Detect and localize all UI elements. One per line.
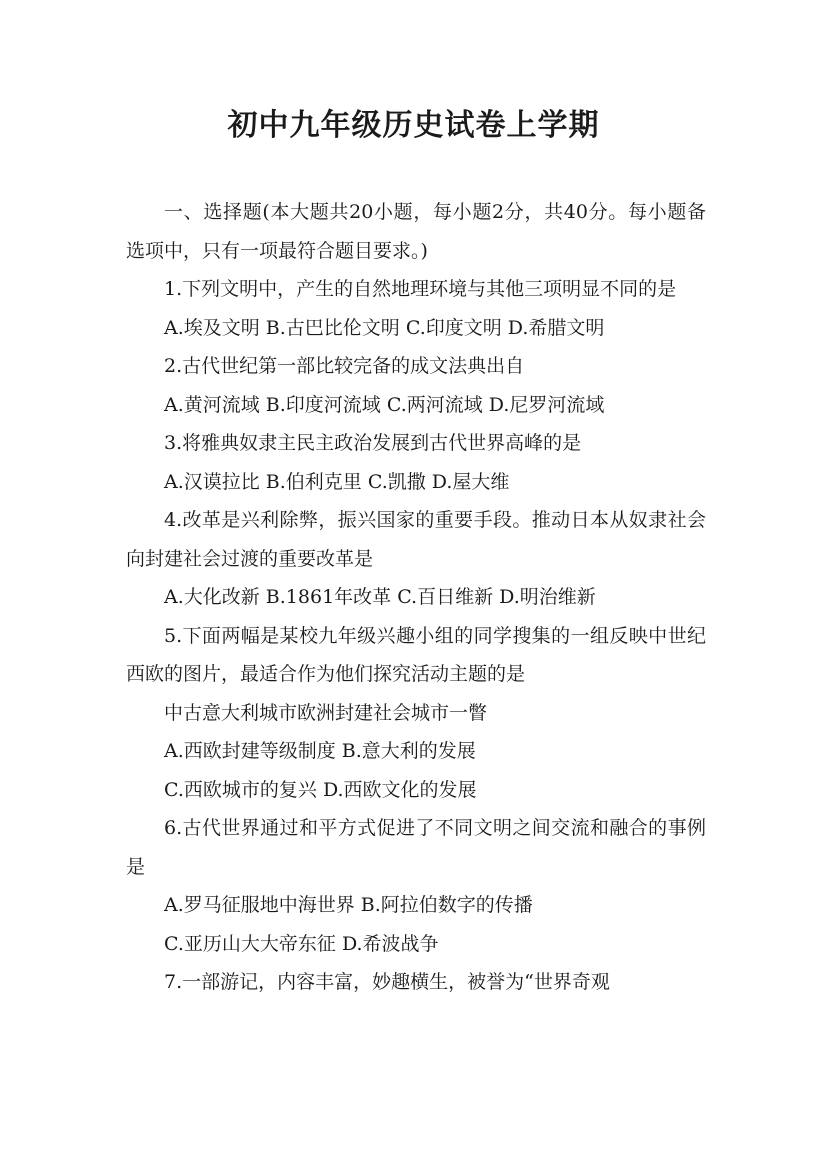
question-5-options-cd: C.西欧城市的复兴 D.西欧文化的发展 (164, 778, 477, 801)
document-title: 初中九年级历史试卷上学期 (227, 108, 600, 143)
question-6-stem: 6.古代世界通过和平方式促进了不同文明之间交流和融合的事例是 (126, 817, 706, 878)
question-1-stem: 1.下列文明中，产生的自然地理环境与其他三项明显不同的是 (164, 278, 677, 300)
question-5-stem: 5.下面两幅是某校九年级兴趣小组的同学搜集的一组反映中世纪西欧的图片，最适合作为他们探究活动主题的是 (126, 624, 706, 685)
question-6-options-ab: A.罗马征服地中海世界 B.阿拉伯数字的传播 (164, 894, 533, 916)
question-5-options-ab: A.西欧封建等级制度 B.意大利的发展 (164, 740, 476, 762)
question-2-stem: 2.古代世纪第一部比较完备的成文法典出自 (164, 355, 525, 377)
question-2-options: A.黄河流域 B.印度河流域 C.两河流域 D.尼罗河流域 (164, 393, 605, 416)
question-3-stem: 3.将雅典奴隶主民主政治发展到古代世界高峰的是 (164, 432, 582, 454)
question-4-options: A.大化改新 B.1861年改革 C.百日维新 D.明治维新 (164, 586, 596, 608)
exam-body (126, 193, 706, 1002)
question-1-options: A.埃及文明 B.古巴比伦文明 C.印度文明 D.希腊文明 (164, 316, 605, 339)
question-3-options: A.汉谟拉比 B.伯利克里 C.凯撒 D.屋大维 (164, 470, 510, 493)
section-heading: 一、选择题(本大题共20小题，每小题2分，共40分。每小题备选项中，只有一项最符合题目要求。) (126, 201, 706, 262)
question-7-stem: 7.一部游记，内容丰富，妙趣横生，被誉为“世界奇观 (164, 971, 610, 993)
question-6-options-cd: C.亚历山大大帝东征 D.希波战争 (164, 932, 439, 955)
question-4-stem: 4.改革是兴利除弊，振兴国家的重要手段。推动日本从奴隶社会向封建社会过渡的重要改革是 (126, 509, 706, 570)
question-5-image-caption: 中古意大利城市欧洲封建社会城市一瞥 (164, 701, 488, 724)
